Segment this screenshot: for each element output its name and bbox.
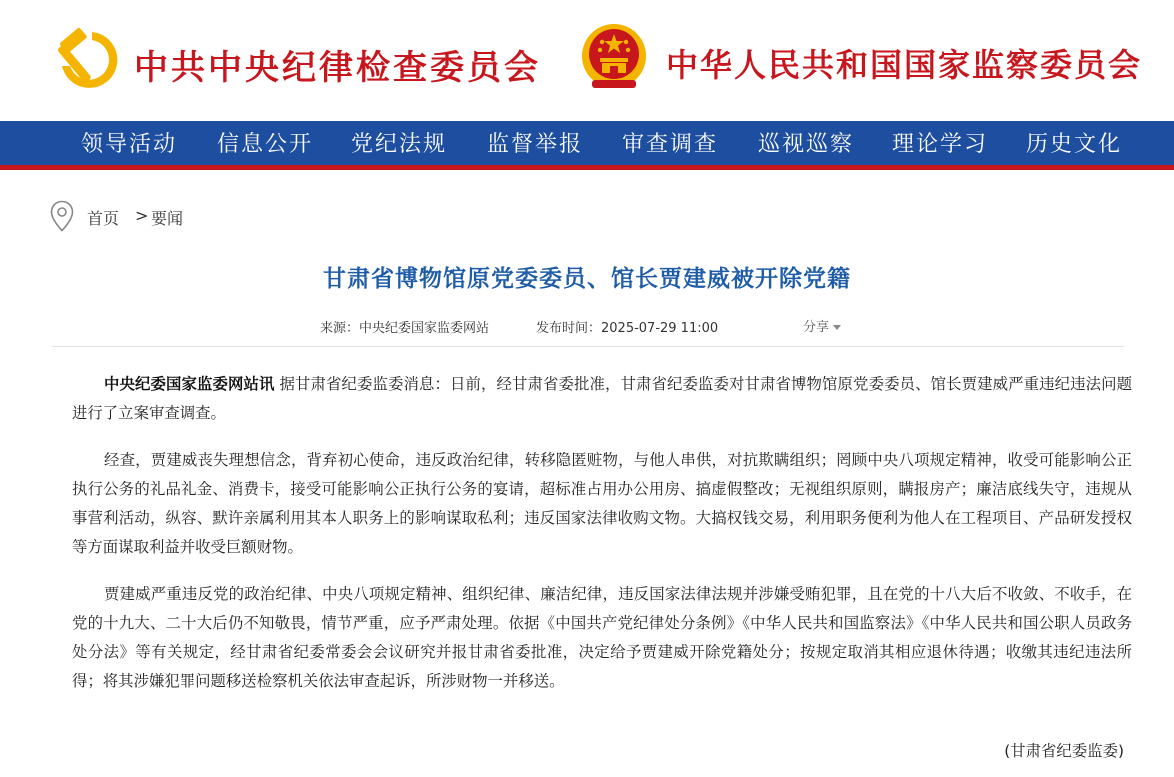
main-nav [0, 121, 1174, 170]
national-emblem-icon [580, 22, 648, 94]
paragraph-text: 经查，贾建威丧失理想信念，背弃初心使命，违反政治纪律，转移隐匿赃物，与他人串供，对抗欺瞒组织；罔顾中央八项规定精神，收受可能影响公正执行公务的礼品礼金、消费卡，接受可能影响公正执行公务的宴请，超标准占用办公用房、搞虚假整改；无视组织原则，瞒报房产；廉洁底线失守，违规从事营利活动，纵容、默许亲属利用其本人职务上的影响谋取私利；违反国家法律收购文物。大搞权钱交易，利用职务便利为他人在工程项目、产品研发授权等方面谋取利益并收受巨额财物。 [72, 451, 1132, 556]
header-divider [52, 346, 1124, 347]
article-title: 甘肃省博物馆原党委委员、馆长贾建威被开除党籍 [323, 266, 851, 292]
site-header [0, 0, 1174, 121]
breadcrumb-current-link[interactable]: 要闻 [151, 209, 184, 228]
nav-item-leadership[interactable]: 领导活动 [81, 132, 178, 157]
nav-item-report[interactable]: 监督举报 [487, 132, 584, 157]
org1-name: 中共中央纪律检查委员会 [134, 48, 541, 88]
location-pin-icon [50, 200, 74, 232]
share-label: 分享 [803, 320, 830, 335]
breadcrumb-home-link[interactable]: 首页 [87, 209, 120, 228]
article-body [72, 370, 1132, 714]
nav-item-theory[interactable]: 理论学习 [892, 132, 989, 157]
nav-item-history[interactable]: 历史文化 [1026, 132, 1123, 157]
nav-item-regulations[interactable]: 党纪法规 [351, 132, 448, 157]
article-paragraph-1 [72, 370, 1132, 428]
article-footer-source: (甘肃省纪委监委) [1004, 742, 1124, 760]
article-paragraph-2 [72, 446, 1132, 562]
share-button[interactable] [803, 316, 841, 335]
nav-item-info-disclosure[interactable]: 信息公开 [217, 132, 314, 157]
paragraph-text: 贾建威严重违反党的政治纪律、中央八项规定精神、组织纪律、廉洁纪律，违反国家法律法规并涉嫌受贿犯罪，且在党的十八大后不收敛、不收手，在党的十九大、二十大后仍不知敬畏，情节严重，应予严肃处理。依据《中国共产党纪律处分条例》《中华人民共和国监察法》《中华人民共和国公职人员政务处分法》等有关规定，经甘肃省纪委常委会会议研究并报甘肃省委批准，决定给予贾建威开除党籍处分；按规定取消其相应退休待遇；收缴其违纪违法所得；将其涉嫌犯罪问题移送检察机关依法审查起诉，所涉财物一并移送。 [72, 585, 1132, 690]
paragraph-text: 据甘肃省纪委监委消息：日前，经甘肃省委批准，甘肃省纪委监委对甘肃省博物馆原党委委员、馆长贾建威严重违纪违法问题进行了立案审查调查。 [72, 375, 1132, 422]
chevron-down-icon [833, 325, 841, 330]
org2-name: 中华人民共和国国家监察委员会 [666, 46, 1143, 84]
breadcrumb-separator: > [135, 206, 149, 225]
nav-item-investigation[interactable]: 审查调查 [622, 132, 719, 157]
hammer-sickle-icon [52, 26, 118, 92]
paragraph-lead: 中央纪委国家监委网站讯 [104, 375, 275, 393]
nav-item-inspection[interactable]: 巡视巡察 [758, 132, 855, 157]
article-source: 来源：中央纪委国家监委网站 [320, 321, 490, 336]
article-publish-time: 发布时间：2025-07-29 11:00 [536, 321, 719, 336]
article-paragraph-3 [72, 580, 1132, 696]
